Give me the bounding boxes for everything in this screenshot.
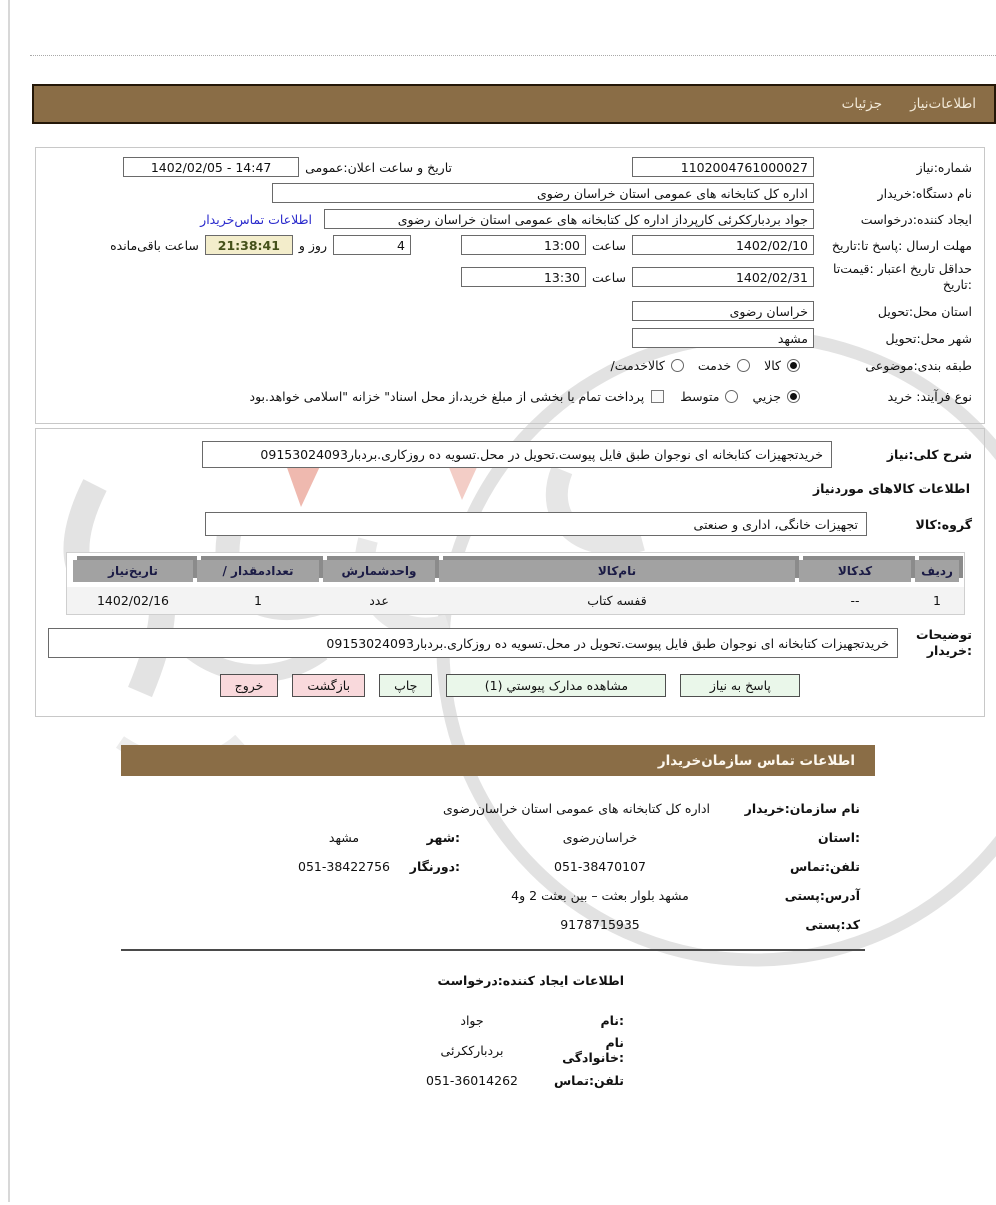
announce-datetime-field[interactable]: 1402/02/05 - 14:47 xyxy=(123,157,299,177)
section-divider xyxy=(121,949,865,951)
cell-need-date: 1402/02/16 xyxy=(96,593,170,608)
phone-fax-row xyxy=(121,858,860,874)
creator-phone-row xyxy=(121,1072,624,1088)
col-row-number: ردیف xyxy=(915,560,959,582)
radio-goods-service[interactable]: کالاخدمت/ xyxy=(610,358,683,373)
process-type-label: نوع فرآیند: خرید xyxy=(887,388,972,404)
contact-section-header: اطلاعات تماس سازمان‌خریدار xyxy=(121,745,875,776)
request-creator-field[interactable]: جواد بردبارککرئی کارپرداز اداره کل کتابخانه های عمومی استان خراسان رضوی xyxy=(324,209,814,229)
creator-phone-label: تلفن:تماس xyxy=(553,1072,624,1088)
treasury-checkbox[interactable] xyxy=(651,390,664,403)
classification-label: طبقه بندی:موضوعی xyxy=(865,357,972,373)
cell-row-number: 1 xyxy=(933,593,941,608)
print-button[interactable]: چاپ xyxy=(379,674,432,697)
org-name-label: نام سازمان:خریدار xyxy=(744,800,860,816)
request-creator-section xyxy=(121,973,875,1088)
need-desc-label: شرح کلی:نیاز xyxy=(886,447,972,462)
delivery-city-label: شهر محل:تحویل xyxy=(885,330,972,346)
radio-service-icon xyxy=(737,359,750,372)
col-need-date: تاریخ‌نیاز xyxy=(73,560,193,582)
radio-goods-icon xyxy=(787,359,800,372)
buyer-contact-section xyxy=(121,745,875,1102)
days-label: روز و xyxy=(298,237,327,253)
back-button[interactable]: بازگشت xyxy=(292,674,365,697)
postal-code-label: کد:پستی xyxy=(805,916,860,932)
price-validity-date-field[interactable]: 1402/02/31 xyxy=(632,267,814,287)
buyer-contact-link[interactable]: اطلاعات تماس‌خریدار xyxy=(200,211,312,227)
need-number-field[interactable]: 1102004761000027 xyxy=(632,157,814,177)
creator-family-row xyxy=(121,1035,624,1065)
province-value: خراسان‌رضوی xyxy=(562,829,638,845)
view-attachments-button[interactable]: مشاهده مدارک پیوستي (1) xyxy=(446,674,666,697)
cell-item-name: قفسه کتاب xyxy=(587,593,647,608)
tab-need-info[interactable]: اطلاعات‌نیاز xyxy=(910,96,976,112)
cell-item-code: -- xyxy=(850,593,860,608)
radio-minor[interactable]: جزیي xyxy=(752,389,800,404)
goods-group-label: گروه:کالا xyxy=(915,516,972,532)
radio-goods-service-icon xyxy=(671,359,684,372)
radio-minor-icon xyxy=(787,390,800,403)
items-table-header xyxy=(67,553,964,584)
need-items-panel xyxy=(35,428,985,717)
cell-quantity: 1 xyxy=(254,593,262,608)
col-quantity: تعدادمقدار / xyxy=(197,560,319,582)
items-table xyxy=(66,552,965,615)
top-dotted-separator xyxy=(30,55,996,56)
need-desc-field[interactable]: خریدتجهیزات کتابخانه ای نوجوان طبق فایل پیوست.تحویل در محل.تسویه ده روزکاری.بردبار09153024093 xyxy=(202,441,832,468)
col-item-code: کدکالا xyxy=(799,560,911,582)
days-remaining-field[interactable]: 4 xyxy=(333,235,411,255)
fax-label: :دورنگار xyxy=(409,858,460,874)
process-type-row xyxy=(48,385,972,407)
radio-medium-icon xyxy=(725,390,738,403)
delivery-city-field[interactable]: مشهد xyxy=(632,328,814,348)
exit-button[interactable]: خروج xyxy=(220,674,279,697)
buyer-comments-row xyxy=(48,627,972,660)
buyer-org-label: نام دستگاه:خریدار xyxy=(877,185,972,201)
deadline-hour-label: ساعت xyxy=(591,237,626,253)
creator-section-heading: اطلاعات ایجاد کننده:درخواست xyxy=(437,973,624,988)
city-value: مشهد xyxy=(328,829,360,845)
creator-name-value: جواد xyxy=(460,1012,484,1028)
tab-details[interactable]: جزئیات xyxy=(841,96,883,112)
address-value: مشهد بلوار بعثت – بین بعثت 2 و4 xyxy=(511,887,689,903)
province-label: :استان xyxy=(817,829,860,845)
cell-unit: عدد xyxy=(369,593,389,608)
phone-value: 051-38470107 xyxy=(554,858,646,874)
need-number-row xyxy=(48,156,972,178)
price-validity-row xyxy=(48,260,972,294)
org-name-row xyxy=(121,800,860,816)
phone-label: تلفن:تماس xyxy=(789,858,860,874)
page-left-rule xyxy=(8,0,10,1202)
delivery-city-row xyxy=(48,327,972,349)
items-heading: اطلاعات کالاهای موردنیاز xyxy=(812,481,970,496)
creator-name-label: :نام xyxy=(600,1012,624,1028)
postal-code-value: 9178715935 xyxy=(560,916,640,932)
buyer-comments-label: توضیحات :خریدار xyxy=(916,627,972,659)
org-name-value: اداره کل کتابخانه های عمومی استان خراسان‌رضوی xyxy=(442,800,710,816)
reply-deadline-time-field[interactable]: 13:00 xyxy=(461,235,586,255)
fax-value: 051-38422756 xyxy=(298,858,390,874)
address-row xyxy=(121,887,860,903)
creator-name-row xyxy=(121,1012,624,1028)
announce-datetime-label: تاریخ و ساعت اعلان:عمومی xyxy=(305,159,452,175)
validity-hour-label: ساعت xyxy=(591,269,626,285)
buyer-org-row xyxy=(48,182,972,204)
tab-bar xyxy=(32,84,996,124)
creator-phone-value: 051-36014262 xyxy=(426,1072,518,1088)
table-row xyxy=(67,587,964,614)
countdown-timer: 21:38:41 xyxy=(205,235,293,255)
creator-family-label: نام :خانوادگی xyxy=(562,1035,624,1065)
col-unit: واحدشمارش xyxy=(323,560,435,582)
reply-deadline-row xyxy=(48,234,972,256)
delivery-province-row xyxy=(48,300,972,322)
radio-goods[interactable]: کالا xyxy=(764,358,800,373)
classification-row xyxy=(48,354,972,376)
delivery-province-field[interactable]: خراسان رضوی xyxy=(632,301,814,321)
buyer-org-field[interactable]: اداره کل کتابخانه های عمومی استان خراسان رضوی xyxy=(272,183,814,203)
request-creator-row xyxy=(48,208,972,230)
need-summary-panel xyxy=(35,147,985,424)
col-item-name: نام‌کالا xyxy=(439,560,795,582)
postal-code-row xyxy=(121,916,860,932)
reply-deadline-date-field[interactable]: 1402/02/10 xyxy=(632,235,814,255)
creator-family-value: بردبارککرئی xyxy=(440,1042,504,1058)
city-label: :شهر xyxy=(426,829,460,845)
treasury-note: پرداخت تمام یا بخشی از مبلغ خرید،از محل اسناد" خزانه "اسلامی خواهد.بود xyxy=(249,388,645,404)
price-validity-time-field[interactable]: 13:30 xyxy=(461,267,586,287)
request-creator-label: ایجاد کننده:درخواست xyxy=(860,211,972,227)
answer-need-button[interactable]: پاسخ به نیاز xyxy=(680,674,800,697)
radio-medium[interactable]: متوسط xyxy=(680,389,738,404)
need-desc-row xyxy=(48,441,972,468)
action-buttons xyxy=(48,674,972,697)
buyer-comments-field[interactable]: خریدتجهیزات کتابخانه ای نوجوان طبق فایل پیوست.تحویل در محل.تسویه ده روزکاری.بردبار09153024093 xyxy=(48,628,898,658)
radio-service[interactable]: خدمت xyxy=(698,358,750,373)
hours-remaining-label: ساعت باقی‌مانده xyxy=(110,237,199,253)
price-validity-label: حداقل تاریخ اعتبار :قیمت‌تا :تاریخ xyxy=(832,261,972,292)
goods-group-row xyxy=(48,512,972,536)
province-city-row xyxy=(121,829,860,845)
address-label: آدرس:پستی xyxy=(784,887,860,903)
goods-group-field[interactable]: تجهیزات خانگی، اداری و صنعتی xyxy=(205,512,867,536)
delivery-province-label: استان محل:تحویل xyxy=(877,303,972,319)
need-number-label: شماره:نیاز xyxy=(916,159,972,175)
reply-deadline-label: مهلت ارسال :پاسخ تا:تاریخ xyxy=(831,237,972,253)
